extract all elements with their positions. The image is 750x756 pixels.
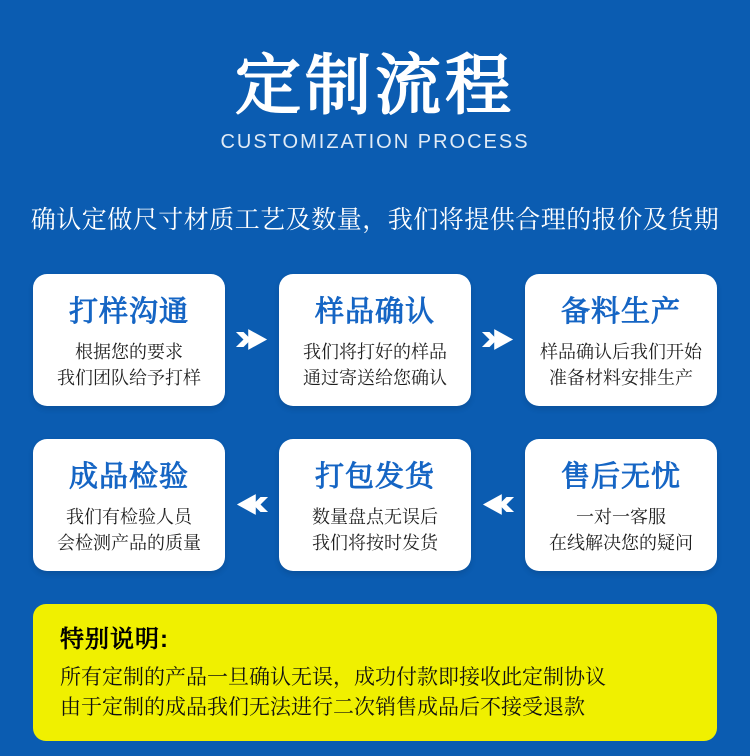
step-card-desc-line2: 在线解决您的疑问 xyxy=(549,532,693,553)
steps-row-1 xyxy=(33,274,717,406)
step-card-title: 样品确认 xyxy=(314,295,435,328)
special-note-box xyxy=(33,604,717,741)
step-card-title: 成品检验 xyxy=(68,460,189,493)
special-note-line1: 所有定制的产品一旦确认无误，成功付款即接收此定制协议 xyxy=(60,665,606,689)
step-card-2 xyxy=(279,274,471,406)
page-header xyxy=(0,0,750,154)
step-card-title: 打包发货 xyxy=(314,460,435,493)
step-card-desc-line1: 一对一客服 xyxy=(576,506,666,527)
rewind-icon xyxy=(225,491,279,518)
step-card-desc-line2: 我们将按时发货 xyxy=(312,532,438,553)
fast-forward-icon xyxy=(225,326,279,353)
step-card-desc-line1: 根据您的要求 xyxy=(75,341,183,362)
step-card-desc-line1: 我们有检验人员 xyxy=(66,506,192,527)
step-card-desc-line2: 通过寄送给您确认 xyxy=(303,367,447,388)
fast-forward-icon xyxy=(471,326,525,353)
step-card-desc-line1: 数量盘点无误后 xyxy=(312,506,438,527)
step-card-desc xyxy=(303,339,447,391)
step-card-desc-line2: 会检测产品的质量 xyxy=(57,532,201,553)
steps-grid xyxy=(33,274,717,571)
step-card-title: 打样沟通 xyxy=(68,295,189,328)
step-card-desc xyxy=(57,504,201,556)
step-card-title: 售后无忧 xyxy=(560,460,681,493)
step-card-desc xyxy=(312,504,438,556)
special-note-title: 特别说明: xyxy=(60,625,169,653)
step-card-3 xyxy=(525,274,717,406)
special-note-line2: 由于定制的成品我们无法进行二次销售成品后不接受退款 xyxy=(60,695,585,719)
tagline: 确认定做尺寸材质工艺及数量，我们将提供合理的报价及货期 xyxy=(30,205,720,234)
step-card-desc-line1: 样品确认后我们开始 xyxy=(540,341,702,362)
step-card-6 xyxy=(525,439,717,571)
page-title: 定制流程 xyxy=(235,48,515,122)
steps-row-2 xyxy=(33,439,717,571)
page-subtitle: CUSTOMIZATION PROCESS xyxy=(220,130,530,153)
step-card-desc-line1: 我们将打好的样品 xyxy=(303,341,447,362)
step-card-desc-line2: 准备材料安排生产 xyxy=(549,367,693,388)
step-card-5 xyxy=(279,439,471,571)
step-card-desc-line2: 我们团队给予打样 xyxy=(57,367,201,388)
step-card-4 xyxy=(33,439,225,571)
step-card-desc xyxy=(540,339,702,391)
special-note-body xyxy=(60,663,690,723)
step-card-desc xyxy=(549,504,693,556)
rewind-icon xyxy=(471,491,525,518)
step-card-title: 备料生产 xyxy=(560,295,681,328)
step-card-1 xyxy=(33,274,225,406)
step-card-desc xyxy=(57,339,201,391)
